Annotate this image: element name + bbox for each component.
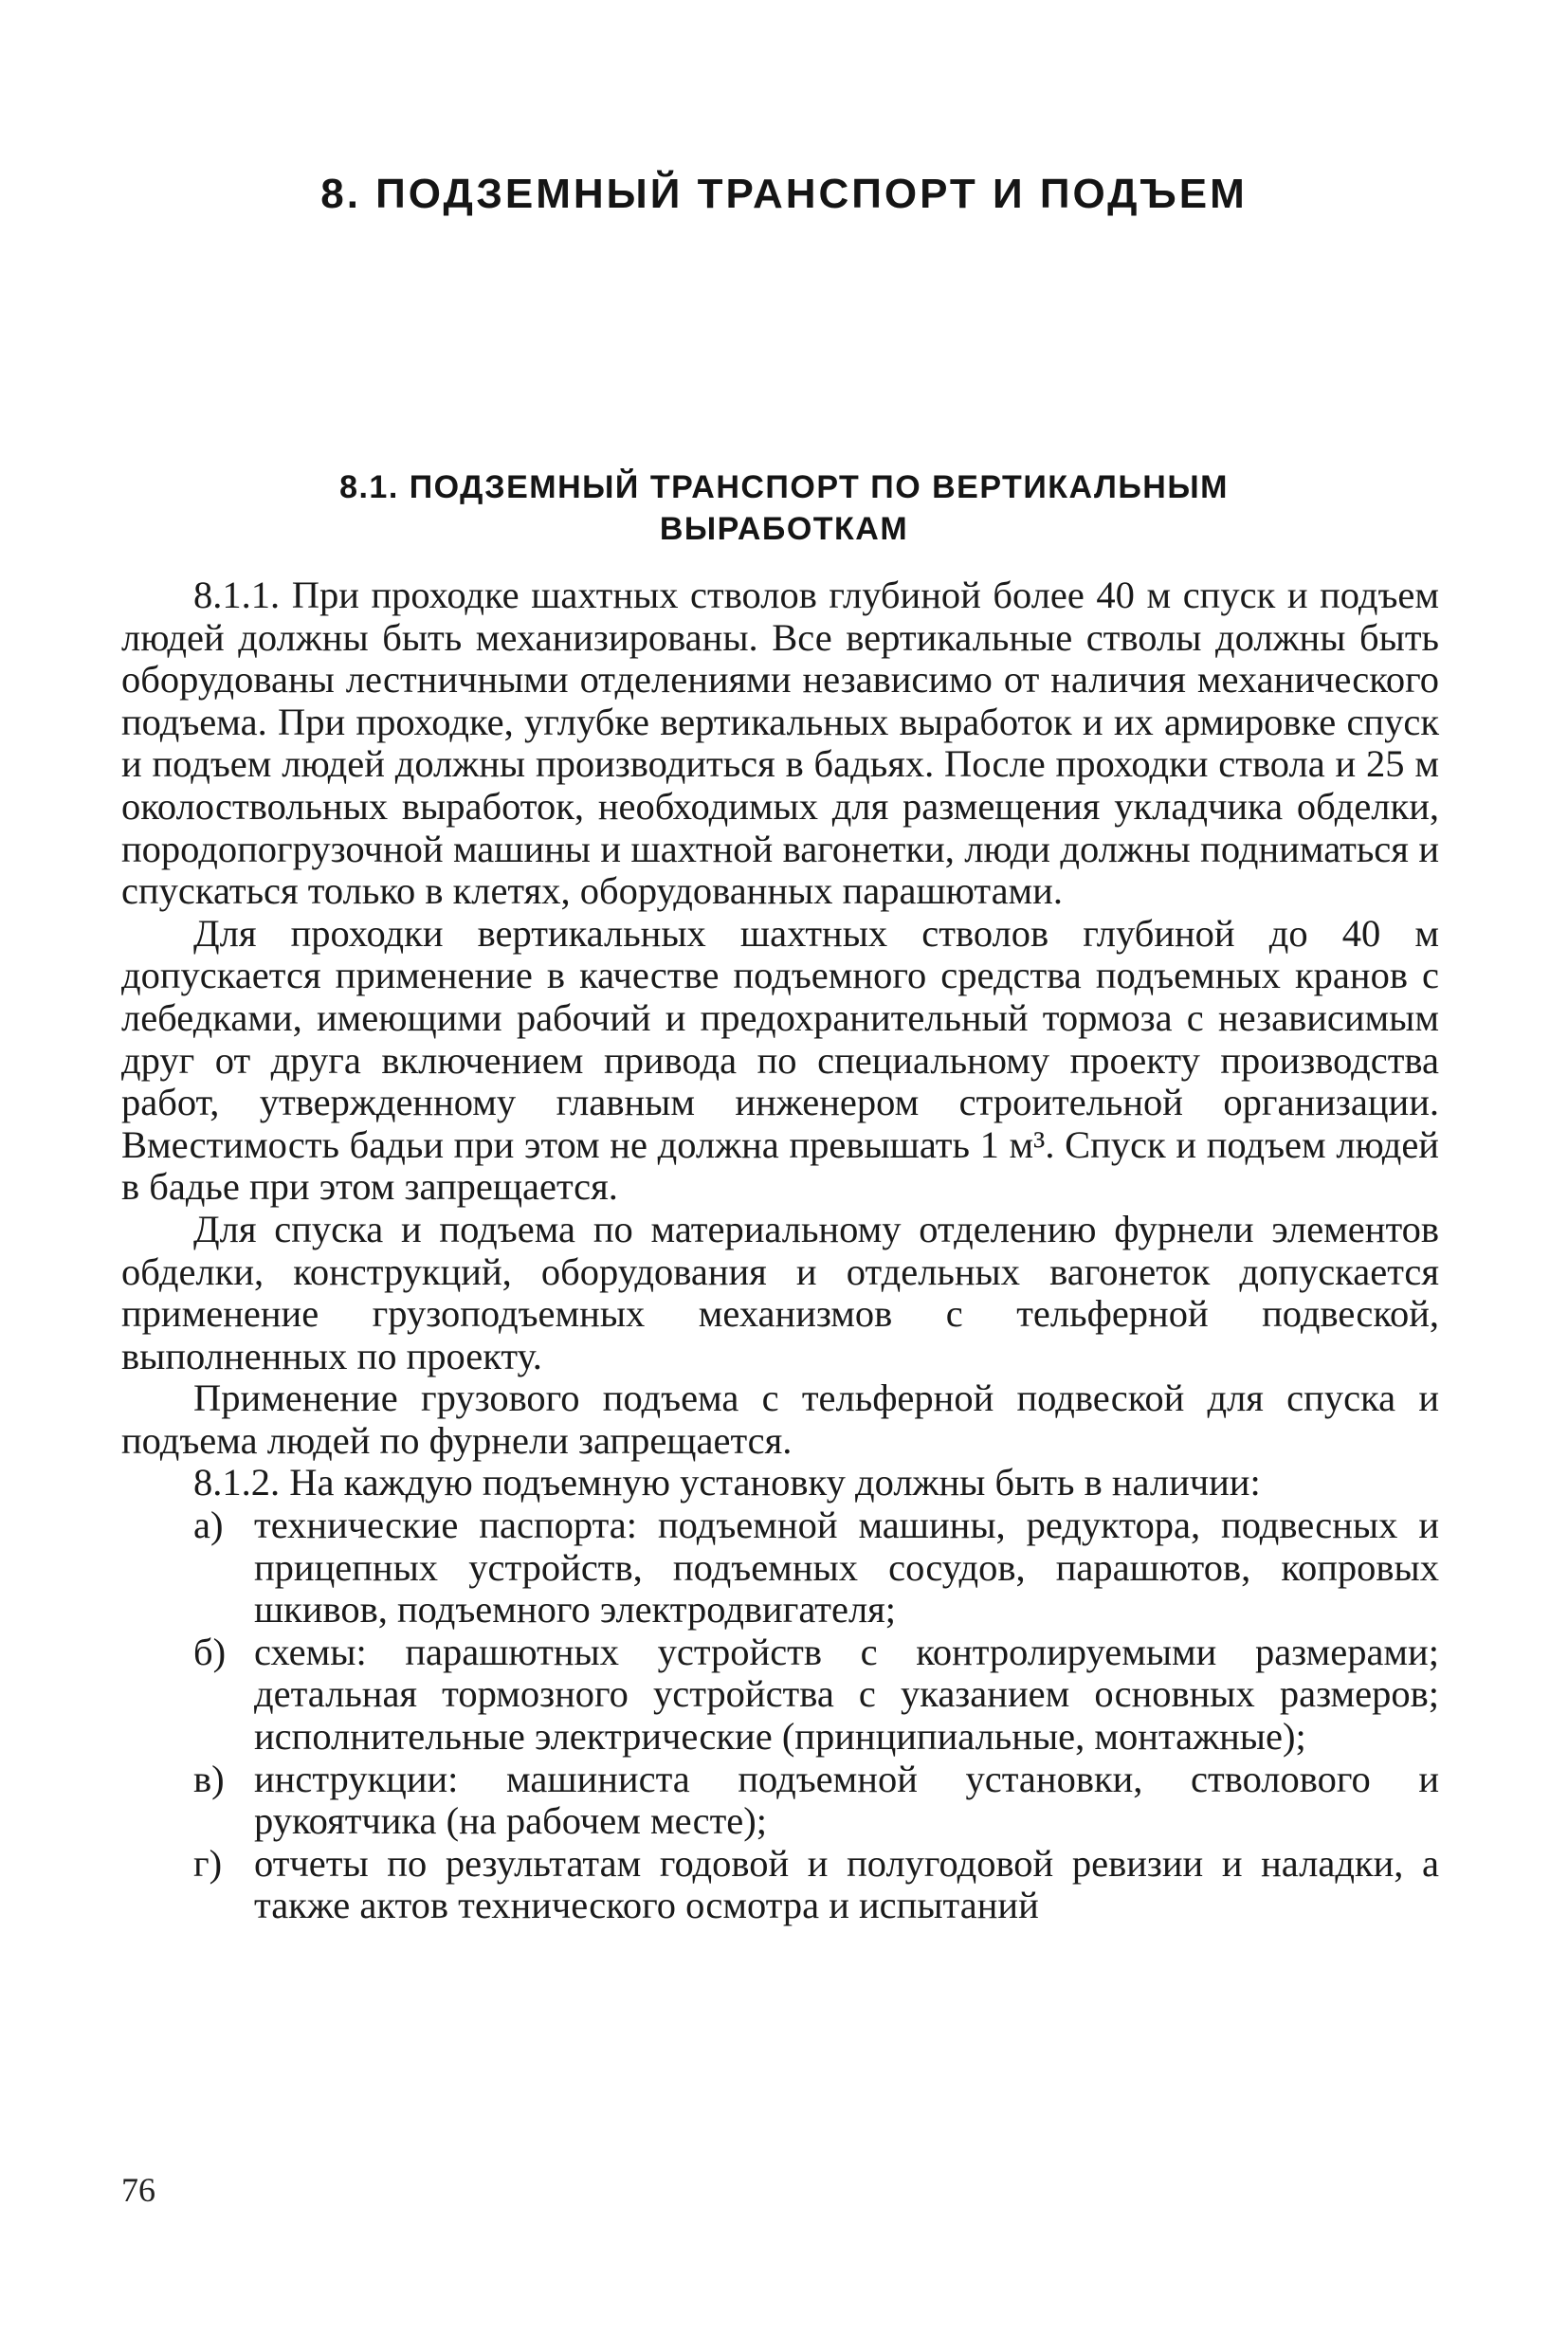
page-number: 76 [121,2171,155,2209]
list-marker: б) [193,1630,227,1673]
list-item [121,1504,1439,1632]
list-marker: а) [193,1504,224,1547]
section-title [190,466,1378,550]
list-item-text: инструкции: машиниста подъемной установки, стволового и рукоятчика (на рабочем месте); [254,1757,1439,1843]
paragraph-material-lowering: Для спуска и подъема по материальному отделению фурнели элементов обделки, конструкций, оборудования и отдельных вагонеток допускается применение грузоподъемных механизмов с тельферной подвеской, выполненных по проекту. [121,1207,1439,1377]
list-item-text: схемы: парашютных устройств с контролируемыми размерами; детальная тормозного устройства с указанием основных размеров; исполнительные электрические (принципиальные, монтажные); [254,1630,1439,1759]
paragraph-8-1-1: 8.1.1. При проходке шахтных стволов глубиной более 40 м спуск и подъем людей должны быть механизированы. Все вертикальные стволы должны быть оборудованы лестничными отделениями независимо от наличия механического подъема. При проходке, углубке вертикальных выработок и их армировке спуск и подъем людей должны производиться в бадьях. После проходки ствола и 25 м околоствольных выработок, необходимых для размещения укладчика обделки, породопогрузочной машины и шахтной вагонетки, люди должны подниматься и спускаться только в клетях, оборудованных парашютами. [121,574,1439,913]
required-documents-list [121,1504,1439,1927]
list-item-text: отчеты по результатам годовой и полугодовой ревизии и наладки, а также актов технического осмотра и испытаний [254,1841,1439,1927]
paragraph-cargo-lift-prohibition: Применение грузового подъема с тельферной подвеской для спуска и подъема людей по фурнели запрещается. [121,1377,1439,1462]
section-title-line-1: 8.1. ПОДЗЕМНЫЙ ТРАНСПОРТ ПО ВЕРТИКАЛЬНЫМ [339,469,1229,505]
body-text [121,574,1439,1927]
list-item [121,1632,1439,1759]
chapter-title: 8. ПОДЗЕМНЫЙ ТРАНСПОРТ И ПОДЪЕМ [320,171,1248,217]
list-marker: в) [193,1757,225,1800]
list-item-text: технические паспорта: подъемной машины, редуктора, подвесных и прицепных устройств, подъемных сосудов, парашютов, копровых шкивов, подъемного электродвигателя; [254,1504,1439,1632]
section-title-line-2: ВЫРАБОТКАМ [659,511,909,547]
paragraph-cranes: Для проходки вертикальных шахтных стволов глубиной до 40 м допускается применение в качестве подъемного средства подъемных кранов с лебедками, имеющими рабочий и предохранительный тормоза с независимым друг от друга включением привода по специальному проекту производства работ, утвержденному главным инженером строительной организации. Вместимость бадьи при этом не должна превышать 1 м³. Спуск и подъем людей в бадье при этом запрещается. [121,911,1439,1209]
list-item [121,1759,1439,1843]
list-marker: г) [193,1841,223,1885]
paragraph-8-1-2: 8.1.2. На каждую подъемную установку должны быть в наличии: [193,1461,1261,1504]
list-item [121,1843,1439,1927]
